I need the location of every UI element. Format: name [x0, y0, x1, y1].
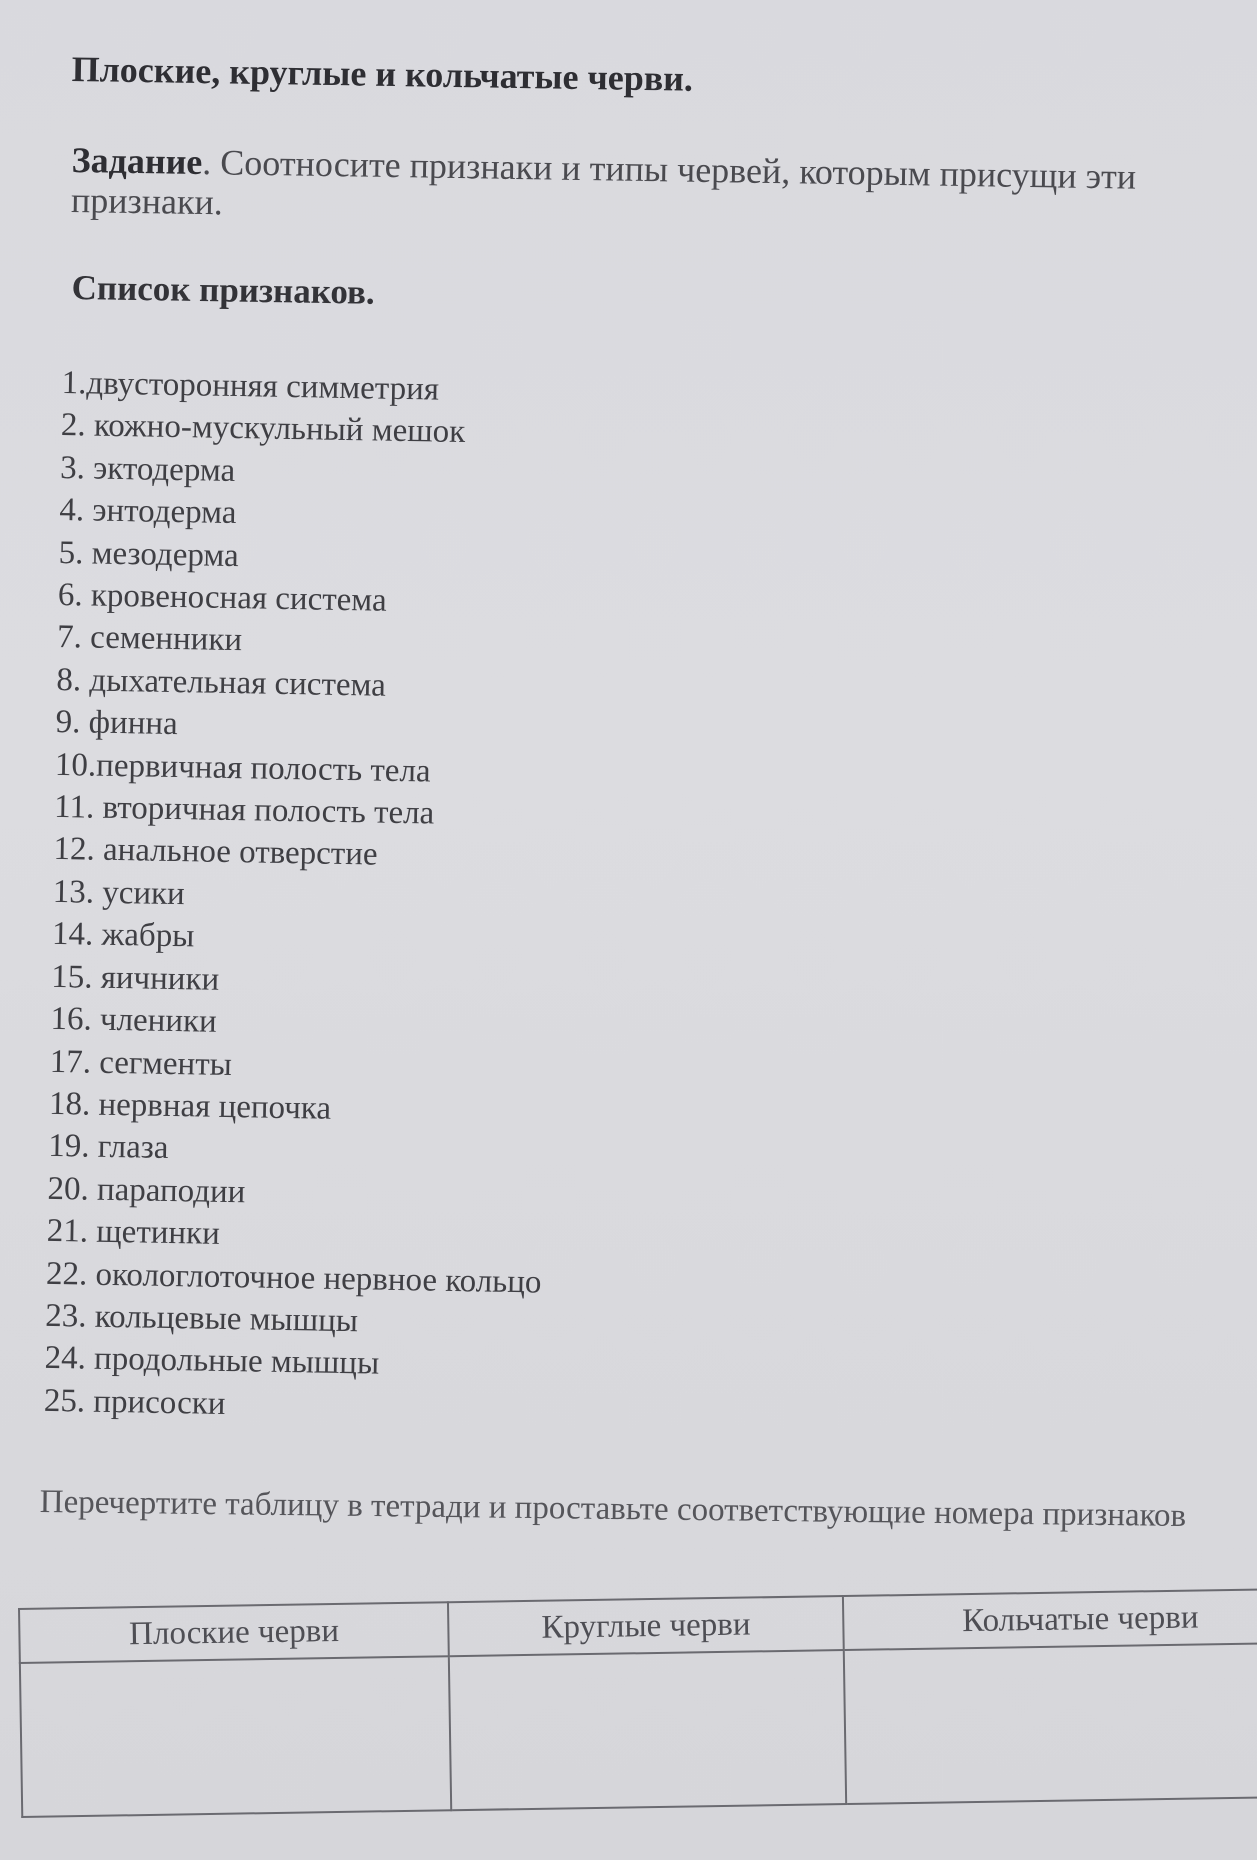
list-item: 15. яичники [50, 958, 220, 998]
list-item: 5. мезодерма [58, 534, 240, 574]
list-heading: Список признаков. [71, 268, 376, 312]
answer-cell-flatworms [20, 1656, 452, 1817]
header-annelids: Кольчатые черви [843, 1589, 1257, 1650]
list-item: 11. вторичная полость тела [53, 788, 435, 832]
list-item: 9. финна [55, 704, 179, 743]
list-item: 10.первичная полость тела [54, 746, 431, 790]
list-item: 20. параподии [47, 1170, 246, 1211]
list-item: 3. эктодерма [59, 449, 236, 489]
feature-list [43, 362, 761, 1434]
task-paragraph [71, 140, 1202, 238]
list-item: 21. щетинки [46, 1212, 221, 1253]
list-item: 25. присоски [43, 1382, 226, 1422]
list-item: 6. кровеносная система [57, 576, 387, 619]
list-item: 18. нервная цепочка [48, 1085, 332, 1127]
list-item: 13. усики [52, 873, 186, 913]
header-roundworms: Круглые черви [448, 1596, 844, 1656]
list-item: 17. сегменты [49, 1043, 233, 1083]
list-item: 4. энтодерма [59, 492, 237, 532]
task-text: . Соотносите признаки и типы червей, которым присущи эти признаки. [70, 142, 1137, 223]
list-item: 2. кожно-мускульный мешок [60, 407, 466, 451]
header-flatworms: Плоские черви [19, 1602, 449, 1663]
list-item: 19. глаза [47, 1128, 169, 1167]
list-item: 8. дыхательная система [56, 661, 387, 704]
table-row [20, 1643, 1257, 1817]
page-title: Плоские, круглые и кольчатые черви. [71, 48, 694, 99]
task-label: Задание [71, 140, 203, 183]
answer-cell-annelids [844, 1643, 1257, 1804]
list-item: 23. кольцевые мышцы [45, 1297, 359, 1340]
list-item: 12. анальное отверстие [53, 831, 378, 874]
answer-table [18, 1588, 1257, 1818]
list-item: 22. окологлоточное нервное кольцо [45, 1255, 542, 1301]
list-item: 14. жабры [51, 916, 195, 955]
list-item: 1.двусторонняя симметрия [61, 364, 440, 408]
answer-cell-roundworms [449, 1650, 846, 1810]
list-item: 7. семенники [56, 619, 243, 659]
list-item: 24. продольные мышцы [44, 1340, 380, 1383]
list-item: 16. членики [50, 1000, 218, 1040]
instruction-text: Перечертите таблицу в тетради и проставьте соответствующие номера признаков [39, 1483, 1187, 1535]
answer-table-wrapper [18, 1588, 1257, 1818]
